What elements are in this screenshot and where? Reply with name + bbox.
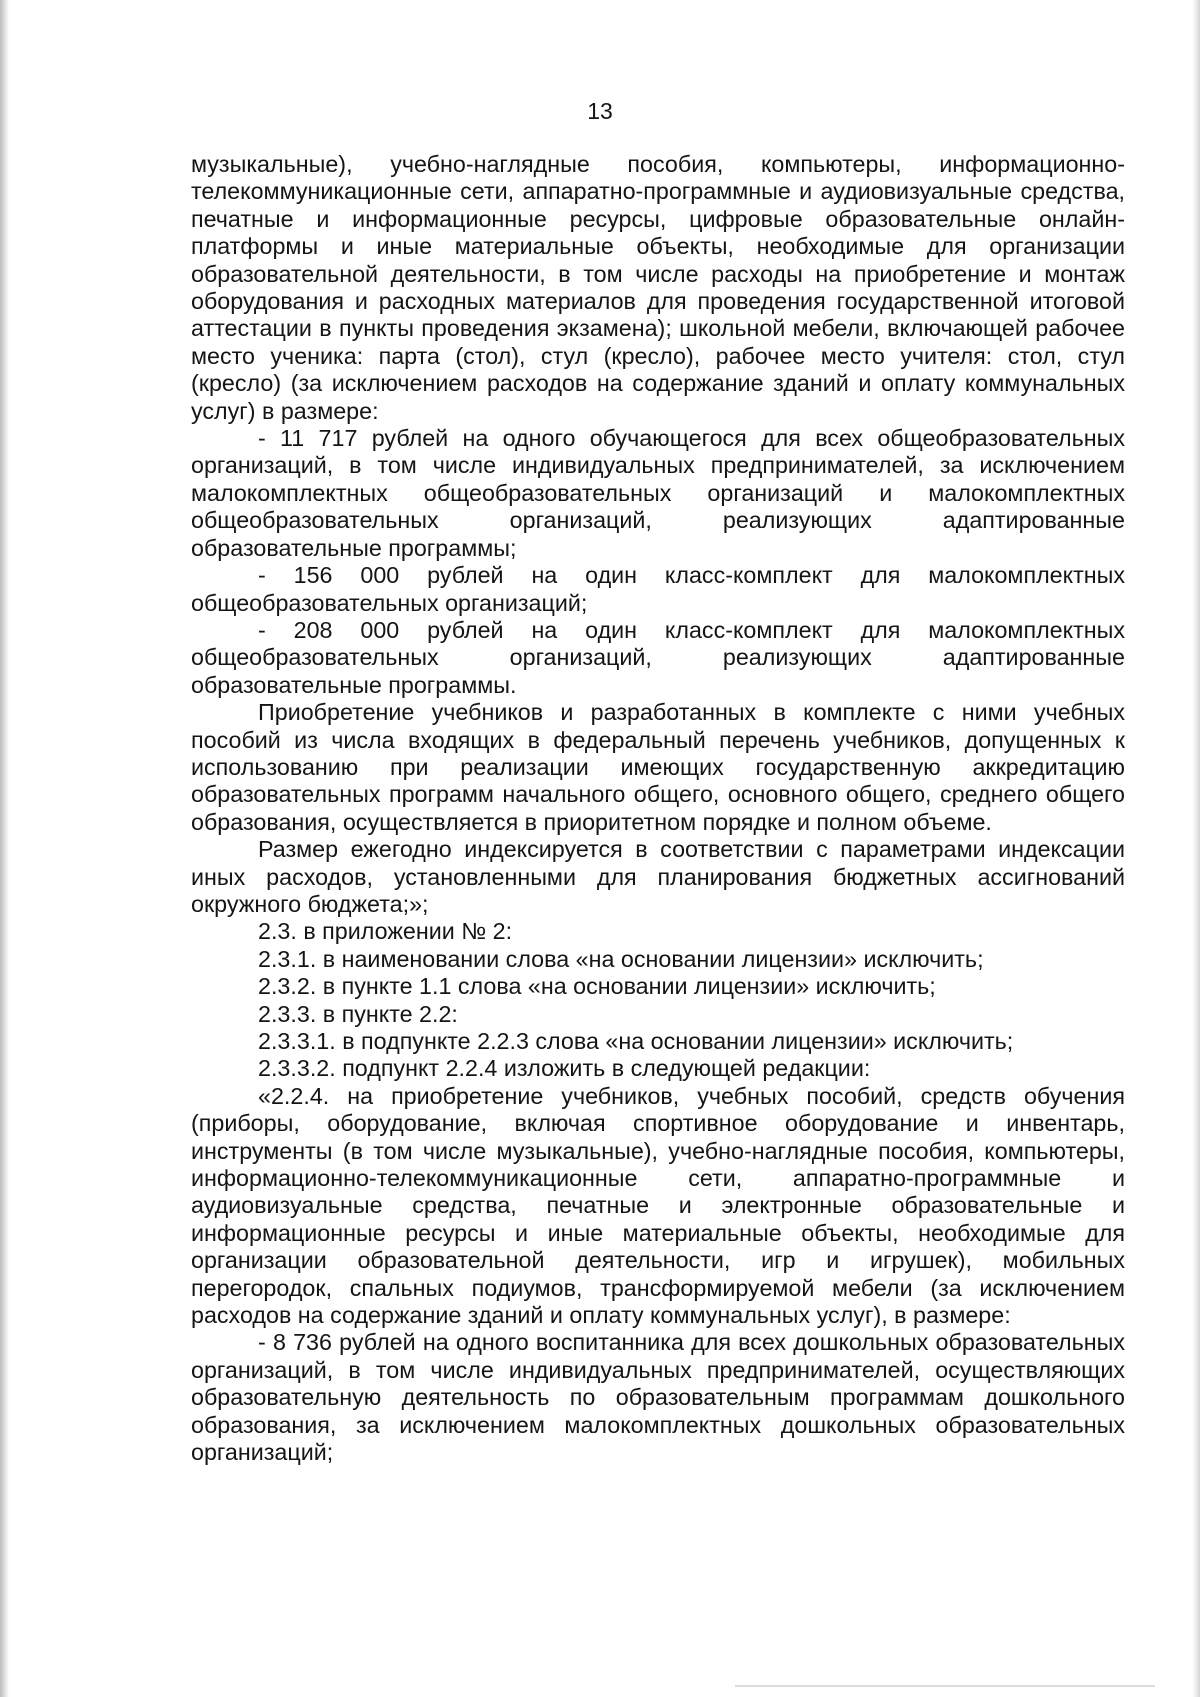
paragraph: 2.3.3.2. подпункт 2.2.4 изложить в следующей редакции: bbox=[258, 1055, 871, 1082]
page-number: 13 bbox=[587, 98, 613, 124]
paragraph: 2.3.1. в наименовании слова «на основании лицензии» исключить; bbox=[258, 945, 984, 972]
paragraph: 2.3. в приложении № 2: bbox=[258, 918, 513, 945]
paragraph: музыкальные), учебно-наглядные пособия, компьютеры, информационно-телекоммуникационные сети, аппаратно-программные и аудиовизуальные средства, печатные и информационные ресурсы, цифровые образовательные онлайн-платформы и иные материальные объекты, необходимые для организации образовательной деятельности, в том числе расходы на приобретение и монтаж оборудования и расходных материалов для проведения государственной итоговой аттестации в пункты проведения экзамена); школьной мебели, включающей рабочее место ученика: парта (стол), стул (кресло), рабочее место учителя: стол, стул (кресло) (за исключением расходов на содержание зданий и оплату коммунальных услуг) в размере: bbox=[191, 151, 1125, 424]
paragraph: - 156 000 рублей на один класс-комплект для малокомплектных общеобразовательных организаций; bbox=[191, 562, 1125, 616]
paragraph: Приобретение учебников и разработанных в комплекте с ними учебных пособий из числа входящих в федеральный перечень учебников, допущенных к использованию при реализации имеющих государственную аккредитацию образовательных программ начального общего, основного общего, среднего общего образования, осуществляется в приоритетном порядке и полном объеме. bbox=[191, 699, 1125, 835]
paragraph: - 11 717 рублей на одного обучающегося для всех общеобразовательных организаций, в том числе индивидуальных предпринимателей, за исключением малокомплектных общеобразовательных организаций и малокомплектных общеобразовательных организаций, реализующих адаптированные образовательные программы; bbox=[191, 425, 1125, 561]
paragraph: «2.2.4. на приобретение учебников, учебных пособий, средств обучения (приборы, оборудование, включая спортивное оборудование и инвентарь, инструменты (в том числе музыкальные), учебно-наглядные пособия, компьютеры, информационно-телекоммуникационные сети, аппаратно-программные и аудиовизуальные средства, печатные и электронные образовательные и информационные ресурсы и иные материальные объекты, необходимые для организации образовательной деятельности, игр и игрушек), мобильных перегородок, спальных подиумов, трансформируемой мебели (за исключением расходов на содержание зданий и оплату коммунальных услуг), в размере: bbox=[191, 1082, 1125, 1329]
paragraph: - 8 736 рублей на одного воспитанника для всех дошкольных образовательных организаций, в том числе индивидуальных предпринимателей, осуществляющих образовательную деятельность по образовательным программам дошкольного образования, за исключением малокомплектных дошкольных образовательных организаций; bbox=[191, 1329, 1125, 1466]
paragraph: 2.3.3.1. в подпункте 2.2.3 слова «на основании лицензии» исключить; bbox=[258, 1028, 1014, 1054]
paragraph: 2.3.2. в пункте 1.1 слова «на основании лицензии» исключить; bbox=[258, 973, 936, 1000]
paragraph: Размер ежегодно индексируется в соответствии с параметрами индексации иных расходов, установленными для планирования бюджетных ассигнований окружного бюджета;»; bbox=[191, 836, 1125, 917]
document-body bbox=[191, 151, 1125, 1467]
paragraph: 2.3.3. в пункте 2.2: bbox=[258, 1000, 458, 1027]
paragraph: - 208 000 рублей на один класс-комплект для малокомплектных общеобразовательных организаций, реализующих адаптированные образовательные программы. bbox=[191, 616, 1125, 698]
